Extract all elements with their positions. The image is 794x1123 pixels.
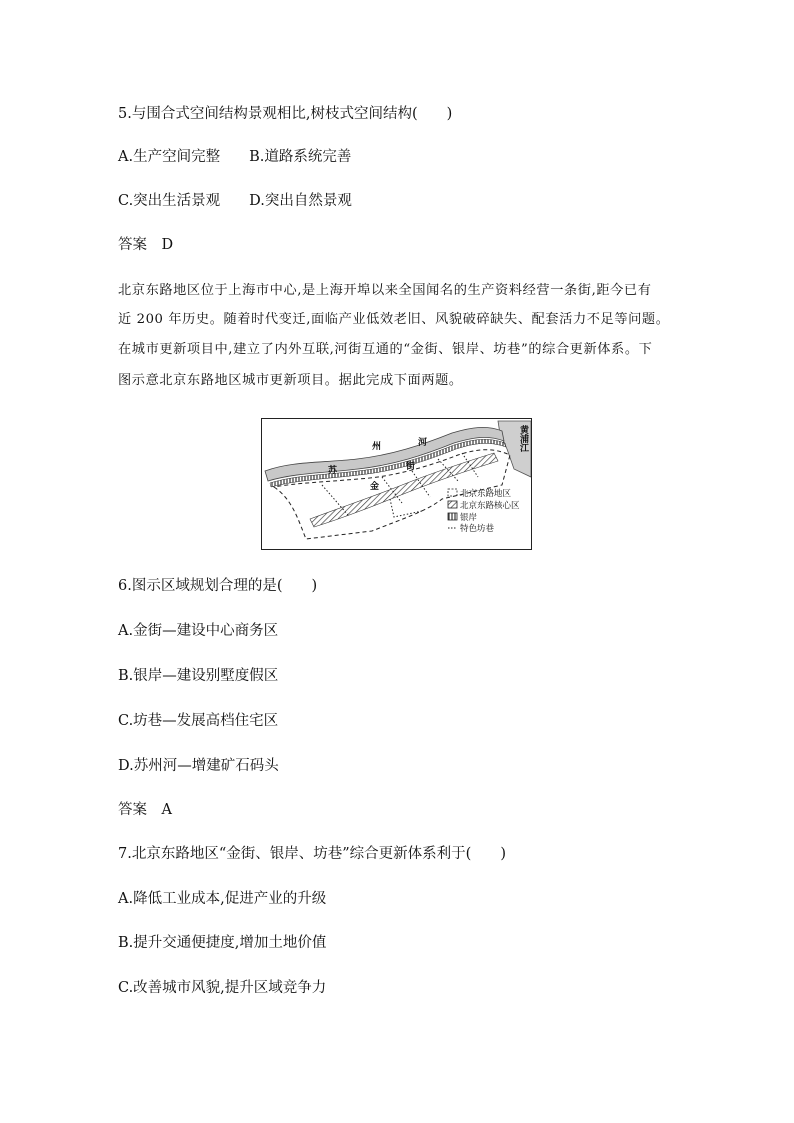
legend-label-1: 北京东路地区 bbox=[460, 489, 512, 499]
river-char-1: 苏 bbox=[328, 466, 338, 476]
q7-stem: 7.北京东路地区“金街、银岸、坊巷”综合更新体系利于( ) bbox=[118, 846, 506, 862]
passage-line-2: 近 200 年历史。随着时代变迁,面临产业低效老旧、风貌破碎缺失、配套活力不足等问题。 bbox=[118, 312, 670, 327]
river-east-char-1: 黄 bbox=[520, 426, 530, 436]
river-east-char-2: 浦 bbox=[520, 435, 530, 445]
street-char-2: 街 bbox=[406, 462, 416, 472]
q6-answer: 答案 A bbox=[118, 802, 172, 818]
lane-6 bbox=[390, 499, 422, 517]
river-char-3: 河 bbox=[418, 438, 428, 448]
street-char-1: 金 bbox=[370, 482, 380, 492]
q6-stem: 6.图示区域规划合理的是( ) bbox=[118, 578, 318, 594]
q5-options-row2: C.突出生活景观 D.突出自然景观 bbox=[118, 193, 352, 209]
passage-line-3: 在城市更新项目中,建立了内外互联,河街互通的“金街、银岸、坊巷”的综合更新体系。下 bbox=[118, 342, 653, 357]
q6-option-c: C.坊巷—发展高档住宅区 bbox=[118, 713, 279, 729]
legend-label-2: 北京东路核心区 bbox=[460, 501, 520, 511]
legend bbox=[448, 488, 520, 534]
legend-label-4: 特色坊巷 bbox=[460, 524, 495, 534]
q6-option-d: D.苏州河—增建矿石码头 bbox=[118, 758, 279, 774]
river-east-char-3: 江 bbox=[520, 444, 530, 454]
suzhou-creek bbox=[265, 427, 504, 481]
map-svg bbox=[262, 419, 531, 549]
legend-label-3: 银岸 bbox=[460, 513, 478, 523]
q7-option-c: C.改善城市风貌,提升区域竞争力 bbox=[118, 980, 327, 996]
q7-option-b: B.提升交通便捷度,增加土地价值 bbox=[118, 935, 327, 951]
q5-answer: 答案 D bbox=[118, 237, 174, 253]
bank-stripe-icon bbox=[448, 513, 457, 520]
dashed-box-icon bbox=[448, 489, 457, 496]
q5-stem: 5.与围合式空间结构景观相比,树枝式空间结构( ) bbox=[118, 106, 453, 122]
q6-option-a: A.金街—建设中心商务区 bbox=[118, 623, 279, 639]
hatched-box-icon bbox=[448, 501, 457, 508]
river-char-2: 州 bbox=[372, 442, 382, 452]
q7-option-a: A.降低工业成本,促进产业的升级 bbox=[118, 891, 327, 907]
passage-line-4: 图示意北京东路地区城市更新项目。据此完成下面两题。 bbox=[118, 373, 463, 388]
q5-options-row1: A.生产空间完整 B.道路系统完善 bbox=[118, 149, 352, 165]
q6-option-b: B.银岸—建设别墅度假区 bbox=[118, 668, 279, 684]
map-figure bbox=[261, 418, 532, 550]
passage-line-1: 北京东路地区位于上海市中心,是上海开埠以来全国闻名的生产资料经营一条街,距今已有 bbox=[118, 283, 652, 298]
